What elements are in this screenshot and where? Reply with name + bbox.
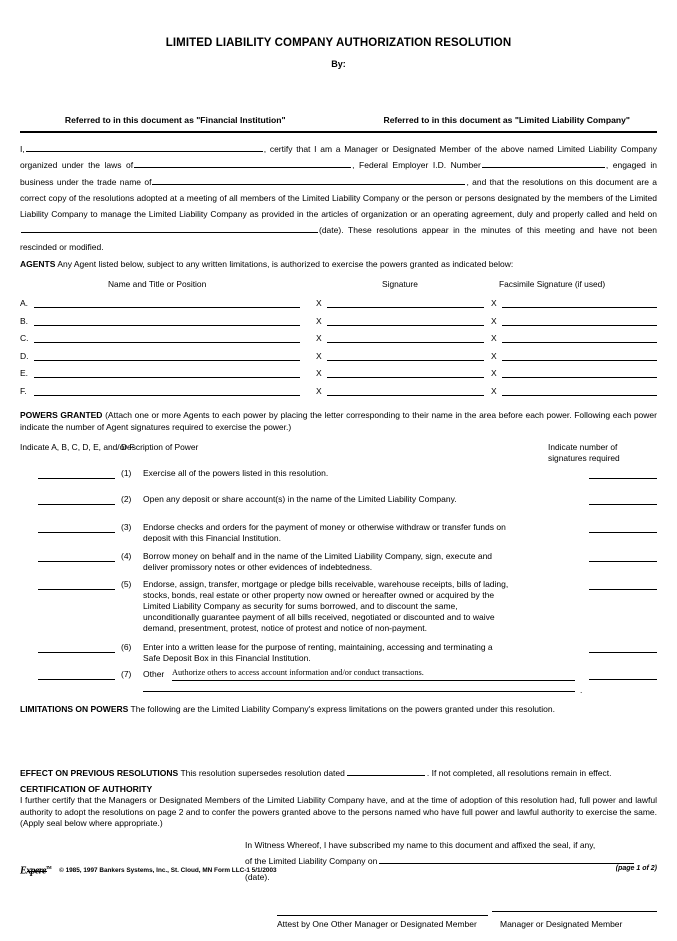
power-number: (4) xyxy=(121,551,132,562)
cert-text-1: I, xyxy=(20,144,25,154)
agent-row xyxy=(20,295,657,313)
powers-col-signatures-required: Indicate number of signatures required xyxy=(548,442,620,463)
facsimile-x-marker: X xyxy=(491,385,497,396)
logo-trademark: TM xyxy=(45,865,52,870)
power-item xyxy=(20,551,657,579)
power-signatures-field[interactable] xyxy=(589,679,657,680)
meeting-date-field[interactable] xyxy=(21,224,318,233)
power-description: Borrow money on behalf and in the name of the Limited Liability Company, sign, execute and deliver promissory notes or other evidences of indebtedness. xyxy=(143,551,493,573)
footer-left-group xyxy=(20,865,277,876)
other-label: Other xyxy=(143,669,165,680)
other-power-field[interactable]: Authorize others to access account information and/or conduct transactions. xyxy=(172,668,575,681)
agents-col-name: Name and Title or Position xyxy=(108,279,207,290)
power-item-other xyxy=(20,669,657,683)
cert-text-3: , Federal Employer I.D. Number xyxy=(352,160,481,171)
agents-col-signature: Signature xyxy=(382,279,418,290)
copyright-notice: © 1985, 1997 Bankers Systems, Inc., St. Cloud, MN Form LLC-1 5/1/2003 xyxy=(59,867,277,875)
agent-signature-field[interactable] xyxy=(327,395,484,396)
page-title: LIMITED LIABILITY COMPANY AUTHORIZATION RESOLUTION xyxy=(165,37,512,49)
agents-column-headers xyxy=(20,279,657,295)
signature-x-marker: X xyxy=(316,385,322,396)
federal-employer-id-field[interactable] xyxy=(482,159,605,168)
limitations-text: The following are the Limited Liability Company's express limitations on the powers granted under this resolution. xyxy=(130,704,555,715)
certification-of-authority-body: I further certify that the Managers or Designated Members of the Limited Liability Company have, and at the time of adoption of this resolution had, full power and lawful authority to adopt the resolutions on page 2 and to confer the powers granted above to the persons named who have full power and lawful authority to exercise the same. (Apply seal below where appropriate.) xyxy=(20,795,657,829)
power-agent-letters-field[interactable] xyxy=(38,532,115,533)
power-signatures-field[interactable] xyxy=(589,589,657,590)
limitations-on-powers xyxy=(20,703,657,715)
agent-row-label: E. xyxy=(20,368,29,379)
facsimile-x-marker: X xyxy=(491,368,497,379)
page-footer xyxy=(20,864,657,883)
cert-text-2: , certify that I am a Manager or Designated Member of the above named Limited Liability Company organized under the laws of xyxy=(20,144,657,171)
power-signatures-field[interactable] xyxy=(589,478,657,479)
power-number: (5) xyxy=(121,579,132,590)
signature-x-marker: X xyxy=(316,315,322,326)
agent-facsimile-field[interactable] xyxy=(502,377,657,378)
agent-name-field[interactable] xyxy=(34,307,300,308)
agent-facsimile-field[interactable] xyxy=(502,307,657,308)
power-description: Exercise all of the powers listed in this resolution. xyxy=(143,468,329,479)
agent-row-label: A. xyxy=(20,298,29,309)
power-item xyxy=(20,522,657,551)
power-description: Endorse, assign, transfer, mortgage or pledge bills receivable, warehouse receipts, bills of lading, stocks, bonds, real estate or other property now owned or hereafter owned or acquired by the Limited Liability Company as security for sums borrowed, and to discount the same, unconditionally guarantee payment of all bills received, negotiated or discounted and to waive demand, presentment, protest, notice of protest and notice of non-payment. xyxy=(143,579,509,633)
attest-caption: Attest by One Other Manager or Designated Member xyxy=(277,919,477,930)
agent-name-field[interactable] xyxy=(34,325,300,326)
agents-heading: AGENTS xyxy=(20,259,56,270)
ref-limited-liability-company: Referred to in this document as "Limited Liability Company" xyxy=(383,115,630,125)
signature-x-marker: X xyxy=(316,298,322,309)
agent-facsimile-field[interactable] xyxy=(502,360,657,361)
power-number: (6) xyxy=(121,642,132,653)
facsimile-x-marker: X xyxy=(491,333,497,344)
power-agent-letters-field[interactable] xyxy=(38,478,115,479)
signature-x-marker: X xyxy=(316,333,322,344)
agent-row-label: C. xyxy=(20,333,29,344)
agent-name-field[interactable] xyxy=(34,360,300,361)
manager-caption: Manager or Designated Member xyxy=(500,919,623,930)
agent-row-label: D. xyxy=(20,350,29,361)
agent-row xyxy=(20,330,657,348)
agent-signature-field[interactable] xyxy=(327,325,484,326)
superseded-resolution-date-field[interactable] xyxy=(347,767,425,776)
powers-list xyxy=(20,468,657,697)
agent-facsimile-field[interactable] xyxy=(502,342,657,343)
agent-row xyxy=(20,348,657,366)
signature-x-marker: X xyxy=(316,350,322,361)
certifier-name-field[interactable] xyxy=(26,143,263,152)
by-label: By: xyxy=(331,59,346,69)
limitations-heading: LIMITATIONS ON POWERS xyxy=(20,704,129,715)
certification-paragraph xyxy=(20,141,657,255)
agent-facsimile-field[interactable] xyxy=(502,325,657,326)
power-signatures-field[interactable] xyxy=(589,504,657,505)
power-item xyxy=(20,494,657,522)
agent-facsimile-field[interactable] xyxy=(502,395,657,396)
power-signatures-field[interactable] xyxy=(589,532,657,533)
power-agent-letters-field[interactable] xyxy=(38,652,115,653)
other-power-period: . xyxy=(580,685,583,696)
powers-col-description: Description of Power xyxy=(121,442,199,453)
witness-text-before: of the Limited Liability Company on xyxy=(245,856,378,867)
powers-granted-intro-text: (Attach one or more Agents to each power by placing the letter corresponding to their name in the area before each power. Following each power indicate the number of Agent signatures required to exercise the power.) xyxy=(20,410,657,432)
power-description: Endorse checks and orders for the payment of money or otherwise withdraw or transfer funds on deposit with this Financial Institution. xyxy=(143,522,506,544)
agent-name-field[interactable] xyxy=(34,395,300,396)
power-agent-letters-field[interactable] xyxy=(38,504,115,505)
agent-row xyxy=(20,313,657,331)
effect-on-previous-resolutions xyxy=(20,767,657,779)
power-number: (1) xyxy=(121,468,132,479)
effect-text-before: This resolution supersedes resolution dated xyxy=(180,768,345,779)
power-item xyxy=(20,468,657,494)
agents-col-facsimile: Facsimile Signature (if used) xyxy=(499,279,606,290)
facsimile-x-marker: X xyxy=(491,315,497,326)
page-number: (page 1 of 2) xyxy=(615,865,657,872)
power-number: (3) xyxy=(121,522,132,533)
power-item xyxy=(20,642,657,669)
agent-row-label: F. xyxy=(20,385,27,396)
power-number: (7) xyxy=(121,669,132,680)
effect-heading: EFFECT ON PREVIOUS RESOLUTIONS xyxy=(20,768,179,779)
agent-signature-field[interactable] xyxy=(327,342,484,343)
agent-signature-field[interactable] xyxy=(327,307,484,308)
logo-text: Expere xyxy=(20,865,46,877)
facsimile-x-marker: X xyxy=(491,350,497,361)
state-of-organization-field[interactable] xyxy=(134,159,351,168)
agent-name-field[interactable] xyxy=(34,342,300,343)
power-number: (2) xyxy=(121,494,132,505)
agent-name-field[interactable] xyxy=(34,377,300,378)
signature-block xyxy=(20,915,657,941)
powers-column-headers xyxy=(20,442,657,464)
agents-intro-line xyxy=(20,257,657,272)
facsimile-x-marker: X xyxy=(491,298,497,309)
agents-intro-text: Any Agent listed below, subject to any written limitations, is authorized to exercise the powers granted as indicated below: xyxy=(57,259,514,270)
agent-signature-field[interactable] xyxy=(327,377,484,378)
agent-row-label: B. xyxy=(20,315,29,326)
effect-text-after: . If not completed, all resolutions remain in effect. xyxy=(426,768,612,779)
other-power-continuation xyxy=(20,683,657,697)
attest-signature-field[interactable] xyxy=(277,915,488,916)
cert-text-6: (date). These resolutions appear in the minutes of this meeting and have not been rescinded or modified. xyxy=(20,225,657,252)
referred-to-row xyxy=(0,115,677,125)
agent-row xyxy=(20,383,657,401)
cert-text-5: , and that the resolutions on this document are a correct copy of the resolutions adopted at a meeting of all members of the Limited Liability Company or the person or persons designated by the members of the Limited Liability Company to manage the Limited Liability Company as provided in the articles of organization or an operating agreement, duly and properly called and held on xyxy=(20,176,657,220)
ref-financial-institution: Referred to in this document as "Financial Institution" xyxy=(64,115,286,125)
witness-text-after: (date). xyxy=(245,872,270,883)
witness-line-1: In Witness Whereof, I have subscribed my name to this document and affixed the seal, if any, xyxy=(245,840,596,851)
powers-granted-heading: POWERS GRANTED xyxy=(20,410,103,421)
power-description: Open any deposit or share account(s) in the name of the Limited Liability Company. xyxy=(143,494,457,505)
certification-of-authority-heading: CERTIFICATION OF AUTHORITY xyxy=(20,784,153,795)
agents-table xyxy=(20,295,657,400)
power-item xyxy=(20,579,657,642)
power-description: Enter into a written lease for the purpose of renting, maintaining, accessing and terminating a Safe Deposit Box in this Financial Institution. xyxy=(143,642,493,664)
expere-logo xyxy=(20,865,55,876)
power-signatures-field[interactable] xyxy=(589,561,657,562)
trade-name-field[interactable] xyxy=(152,176,465,185)
agent-signature-field[interactable] xyxy=(327,360,484,361)
header-divider xyxy=(20,131,657,133)
power-signatures-field[interactable] xyxy=(589,652,657,653)
power-agent-letters-field[interactable] xyxy=(38,589,115,590)
cert-text-4: , engaged in business under the trade name of xyxy=(20,160,657,187)
powers-granted-intro xyxy=(20,410,657,433)
agent-row xyxy=(20,365,657,383)
power-agent-letters-field[interactable] xyxy=(38,679,115,680)
power-agent-letters-field[interactable] xyxy=(38,561,115,562)
manager-signature-field[interactable] xyxy=(492,911,657,912)
powers-col-indicate-letters: Indicate A, B, C, D, E, and/or F xyxy=(20,442,135,453)
other-power-field-line2[interactable] xyxy=(143,691,575,692)
signature-x-marker: X xyxy=(316,368,322,379)
